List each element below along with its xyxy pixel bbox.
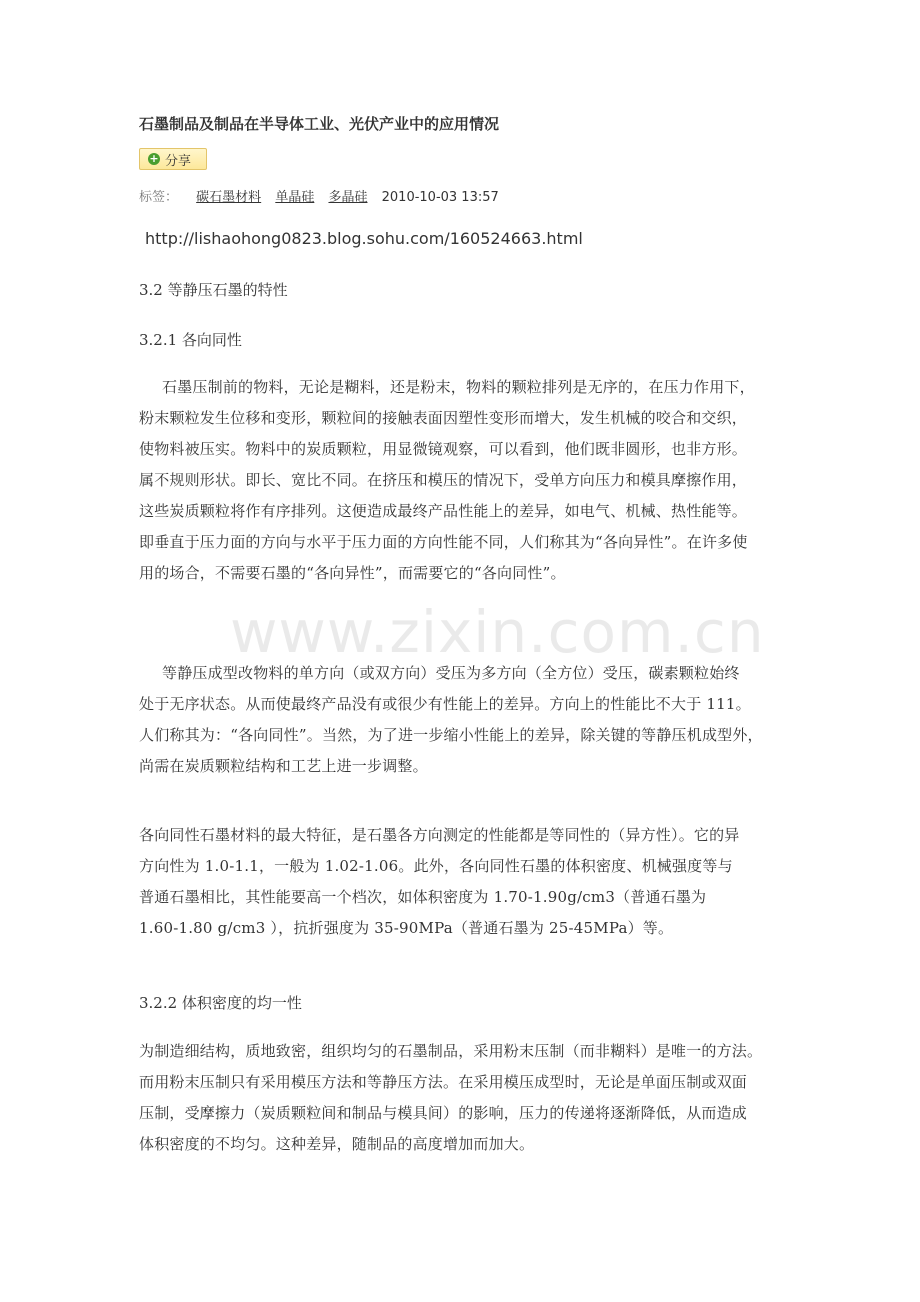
article-title: 石墨制品及制品在半导体工业、光伏产业中的应用情况 bbox=[139, 115, 500, 133]
tag-row bbox=[139, 186, 499, 205]
source-url[interactable]: http://lishaohong0823.blog.sohu.com/160524663.html bbox=[145, 229, 583, 248]
section-heading-3-2-2: 3.2.2 体积密度的均一性 bbox=[139, 994, 302, 1012]
paragraph-line: 尚需在炭质颗粒结构和工艺上进一步调整。 bbox=[139, 757, 428, 775]
section-heading-3-2: 3.2 等静压石墨的特性 bbox=[139, 281, 288, 299]
paragraph-line: 为制造细结构，质地致密，组织均匀的石墨制品，采用粉末压制（而非糊料）是唯一的方法。 bbox=[139, 1042, 763, 1060]
paragraph-line: 用的场合，不需要石墨的“各向异性”，而需要它的“各向同性”。 bbox=[139, 564, 566, 582]
paragraph-line: 这些炭质颗粒将作有序排列。这便造成最终产品性能上的差异，如电气、机械、热性能等。 bbox=[139, 502, 748, 520]
paragraph-line: 粉末颗粒发生位移和变形，颗粒间的接触表面因塑性变形而增大，发生机械的咬合和交织， bbox=[139, 409, 748, 427]
paragraph-line: 方向性为 1.0-1.1，一般为 1.02-1.06。此外，各向同性石墨的体积密度、机械强度等与 bbox=[139, 857, 733, 875]
tag-label: 标签： bbox=[139, 190, 179, 205]
share-button[interactable] bbox=[139, 148, 207, 170]
section-heading-3-2-1: 3.2.1 各向同性 bbox=[139, 331, 242, 349]
post-date: 2010-10-03 13:57 bbox=[381, 190, 499, 205]
paragraph-isotropy-2 bbox=[139, 658, 782, 782]
paragraph-line: 1.60-1.80 g/cm3 ），抗折强度为 35-90MPa（普通石墨为 25-45MPa）等。 bbox=[139, 919, 674, 937]
paragraph-line: 处于无序状态。从而使最终产品没有或很少有性能上的差异。方向上的性能比不大于 111。 bbox=[139, 695, 751, 713]
tag-link-monocrystalline-silicon[interactable]: 单晶硅 bbox=[275, 190, 315, 205]
paragraph-isotropy-1 bbox=[139, 372, 782, 589]
tag-link-polycrystalline-silicon[interactable]: 多晶硅 bbox=[328, 190, 368, 205]
tag-link-carbon-graphite[interactable]: 碳石墨材料 bbox=[196, 190, 262, 205]
paragraph-line: 压制，受摩擦力（炭质颗粒间和制品与模具间）的影响，压力的传递将逐渐降低，从而造成 bbox=[139, 1104, 748, 1122]
paragraph-line: 人们称其为：“各向同性”。当然，为了进一步缩小性能上的差异，除关键的等静压机成型外， bbox=[139, 726, 763, 744]
paragraph-line: 属不规则形状。即长、宽比不同。在挤压和模压的情况下，受单方向压力和模具摩擦作用， bbox=[139, 471, 748, 489]
paragraph-line: 普通石墨相比，其性能要高一个档次，如体积密度为 1.70-1.90g/cm3（普通石墨为 bbox=[139, 888, 707, 906]
share-label: 分享 bbox=[165, 153, 192, 169]
paragraph-line: 各向同性石墨材料的最大特征，是石墨各方向测定的性能都是等同性的（异方性）。它的异 bbox=[139, 826, 740, 844]
paragraph-line: 体积密度的不均匀。这种差异，随制品的高度增加而加大。 bbox=[139, 1135, 535, 1153]
paragraph-density-uniformity bbox=[139, 1036, 782, 1160]
paragraph-line: 石墨压制前的物料，无论是糊料，还是粉末，物料的颗粒排列是无序的，在压力作用下， bbox=[162, 378, 755, 396]
watermark: www.zixin.com.cn bbox=[230, 598, 765, 666]
paragraph-line: 而用粉末压制只有采用模压方法和等静压方法。在采用模压成型时，无论是单面压制或双面 bbox=[139, 1073, 748, 1091]
paragraph-line: 使物料被压实。物料中的炭质颗粒，用显微镜观察，可以看到，他们既非圆形，也非方形。 bbox=[139, 440, 748, 458]
plus-icon: + bbox=[149, 152, 159, 165]
paragraph-isotropy-3 bbox=[139, 820, 782, 944]
paragraph-line: 等静压成型改物料的单方向（或双方向）受压为多方向（全方位）受压，碳素颗粒始终 bbox=[162, 664, 740, 682]
paragraph-line: 即垂直于压力面的方向与水平于压力面的方向性能不同，人们称其为“各向异性”。在许多使 bbox=[139, 533, 748, 551]
